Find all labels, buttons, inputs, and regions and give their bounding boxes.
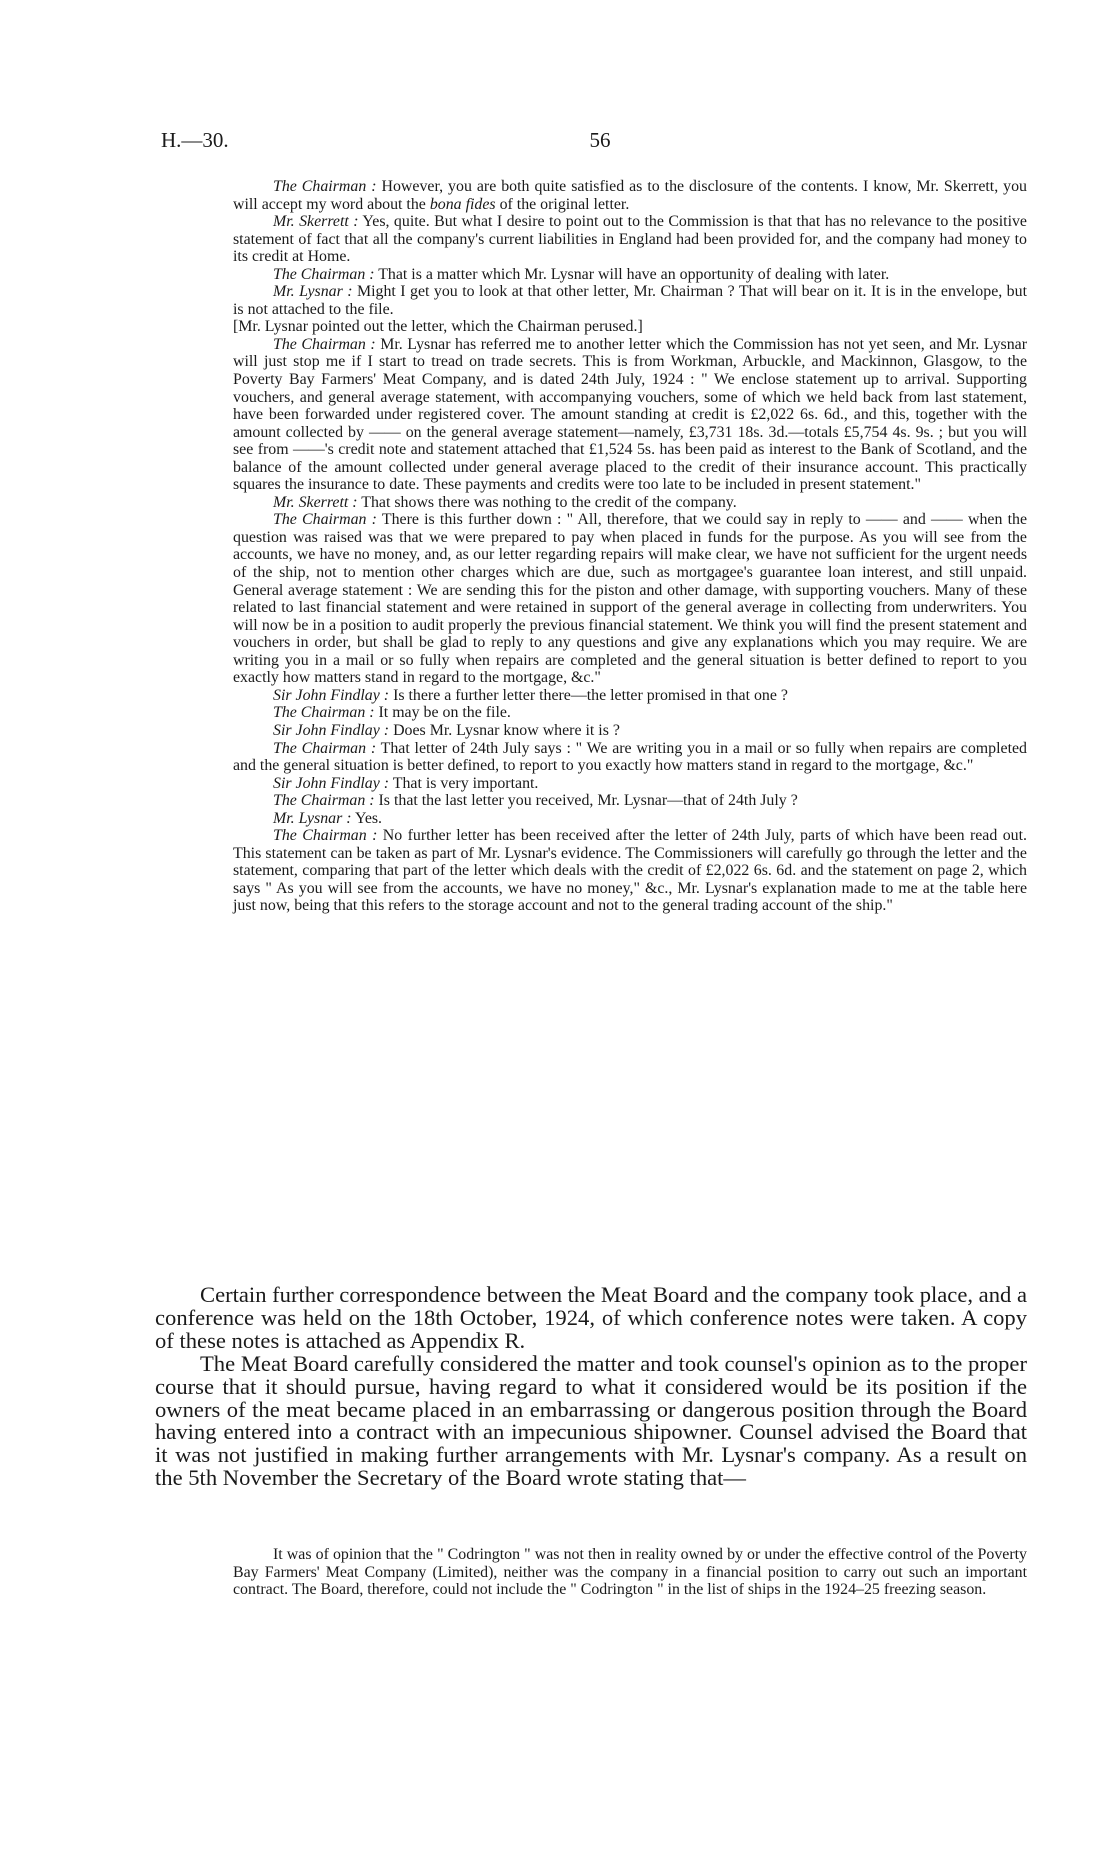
stage-note: [Mr. Lysnar pointed out the letter, which the Chairman perused.] xyxy=(233,318,643,336)
transcript-paragraph xyxy=(233,827,1027,915)
speaker-name: Mr. Lysnar : xyxy=(273,809,352,827)
speech-text: No further letter has been received after the letter of 24th July, parts of which have been read out. This statement can be taken as part of Mr. Lysnar's evidence. The Commissioners will carefully go through the letter and the statement, comparing that part of the letter which deals with the credit of £2,022 6s. 6d. and the statement on page 2, which says " As you will see from the accounts, we have no money," &c., Mr. Lysnar's explanation made to me at the table here just now, being that this refers to the storage account and not to the general trading account of the ship." xyxy=(233,827,1027,915)
speaker-name: The Chairman : xyxy=(273,704,375,722)
transcript-paragraph xyxy=(233,722,1027,740)
quote-paragraph: It was of opinion that the " Codrington " was not then in reality owned by or under the effective control of the Poverty Bay Farmers' Meat Company (Limited), neither was the company in a financial position to carry out such an important contract. The Board, therefore, could not include the " Codrington " in the list of ships in the 1924–25 freezing season. xyxy=(233,1546,1027,1599)
transcript-paragraph xyxy=(233,336,1027,494)
transcript-paragraph xyxy=(233,511,1027,686)
speech-text: That letter of 24th July says : " We are writing you in a mail or so fully when repairs are completed and the general situation is better defined, to report to you exactly how matters stand in regard to the mortgage, &c." xyxy=(233,739,1027,775)
speaker-name: Mr. Skerrett : xyxy=(273,493,358,511)
transcript-paragraph xyxy=(233,494,1027,512)
speech-text: That shows there was nothing to the credit of the company. xyxy=(361,493,737,511)
body-paragraph: Certain further correspondence between the Meat Board and the company took place, and a conference was held on the 18th October, 1924, of which conference notes were taken. A copy of these notes is attached as Appendix R. xyxy=(155,1282,1027,1353)
page-number: 56 xyxy=(589,128,611,152)
report-body xyxy=(155,1284,1027,1490)
speaker-name: The Chairman : xyxy=(273,792,375,810)
quoted-letter xyxy=(233,1546,1027,1599)
body-paragraph: The Meat Board carefully considered the matter and took counsel's opinion as to the proper course that it should pursue, having regard to what it considered would be its position if the owners of the meat became placed in an embarrassing or dangerous position through the Board having entered into a contract with an impecunious shipowner. Counsel advised the Board that it was not justified in making further arrangements with Mr. Lysnar's company. As a result on the 5th November the Secretary of the Board wrote stating that— xyxy=(155,1350,1027,1491)
italic-phrase: bona fides xyxy=(429,195,496,213)
transcript-paragraph xyxy=(233,178,1027,213)
transcript-paragraph xyxy=(233,213,1027,266)
speech-text: That is very important. xyxy=(392,774,539,792)
speech-text: Mr. Lysnar has referred me to another letter which the Commission has not yet seen, and Mr. Lysnar will just stop me if I start to tread on trade secrets. This is from Workman, Arbuckle, and Mackinnon, Glasgow, to the Poverty Bay Farmers' Meat Company, and is dated 24th July, 1924 : " We enclose statement up to arrival. Supporting vouchers, and general average statement, with accompanying vouchers, some of which we held back from last statement, have been forwarded under registered cover. The amount standing at credit is £2,022 6s. 6d., and this, together with the amount collected by —— on the general average statement—namely, £3,731 18s. 3d.—totals £5,754 4s. 9s. ; but you will see from ——'s credit note and statement attached that £1,524 5s. has been paid as interest to the Bank of Scotland, and the balance of the amount collected under general average placed to the credit of their insurance account. This practically squares the insurance to date. These payments and credits were too late to be included in present statement." xyxy=(233,335,1027,494)
transcript-paragraph xyxy=(233,266,1027,284)
transcript-paragraph xyxy=(233,704,1027,722)
transcript-paragraph xyxy=(233,740,1027,775)
transcript-paragraph xyxy=(233,792,1027,810)
document-reference: H.—30. xyxy=(161,128,229,152)
speech-text: That is a matter which Mr. Lysnar will have an opportunity of dealing with later. xyxy=(378,265,890,283)
transcript-paragraph xyxy=(233,283,1027,318)
speaker-name: Sir John Findlay : xyxy=(273,721,390,739)
speech-text: Is there a further letter there—the letter promised in that one ? xyxy=(393,686,788,704)
speaker-name: The Chairman : xyxy=(273,265,375,283)
speaker-name: The Chairman : xyxy=(273,739,377,757)
speech-text: Does Mr. Lysnar know where it is ? xyxy=(393,721,620,739)
speech-text: There is this further down : " All, therefore, that we could say in reply to —— and —— when the question was raised was that we were prepared to pay when placed in funds for the purpose. As you will see from the accounts, we have no money, and, as our letter regarding repairs will make clear, we have not sufficient for the urgent needs of the ship, not to mention other charges which are due, such as mortgagee's guarantee loan interest, and still unpaid. General average statement : We are sending this for the piston and other damage, with supporting vouchers. Many of these related to last financial statement and were retained in support of the general average in collecting from underwriters. You will now be in a position to audit properly the previous financial statement. We think you will find the present statement and vouchers in order, but shall be glad to reply to any questions and give any explanations which you may require. We are writing you in a mail or so fully when repairs are completed and the general situation is better defined to report to you exactly how matters stand in regard to the mortgage, &c." xyxy=(233,511,1027,687)
speaker-name: Mr. Lysnar : xyxy=(273,283,353,301)
speech-text: Is that the last letter you received, Mr. Lysnar—that of 24th July ? xyxy=(378,792,798,810)
speech-text: Yes. xyxy=(354,809,383,827)
speaker-name: The Chairman : xyxy=(273,827,378,845)
speech-text: However, you are both quite satisfied as to the disclosure of the contents. I know, Mr. Skerrett, you will accept my word about the xyxy=(233,178,1027,213)
speaker-name: The Chairman : xyxy=(273,511,377,529)
speaker-name: Sir John Findlay : xyxy=(273,774,390,792)
speech-text: It may be on the file. xyxy=(378,704,511,722)
speaker-name: The Chairman : xyxy=(273,335,376,353)
speech-text: Might I get you to look at that other letter, Mr. Chairman ? That will bear on it. It is in the envelope, but is not attached to the file. xyxy=(233,283,1027,318)
transcript-paragraph xyxy=(233,687,1027,705)
page-header xyxy=(0,128,1114,158)
speaker-name: Mr. Skerrett : xyxy=(273,213,359,231)
speech-text: Yes, quite. But what I desire to point out to the Commission is that that has no relevance to the positive statement of fact that all the company's current liabilities in England had been provided for, and the company had money to its credit at Home. xyxy=(233,213,1027,266)
evidence-transcript xyxy=(233,178,1027,915)
speaker-name: The Chairman : xyxy=(273,178,377,195)
transcript-paragraph xyxy=(233,810,1027,828)
speaker-name: Sir John Findlay : xyxy=(273,686,390,704)
transcript-paragraph xyxy=(233,775,1027,793)
speech-text: of the original letter. xyxy=(495,195,630,213)
